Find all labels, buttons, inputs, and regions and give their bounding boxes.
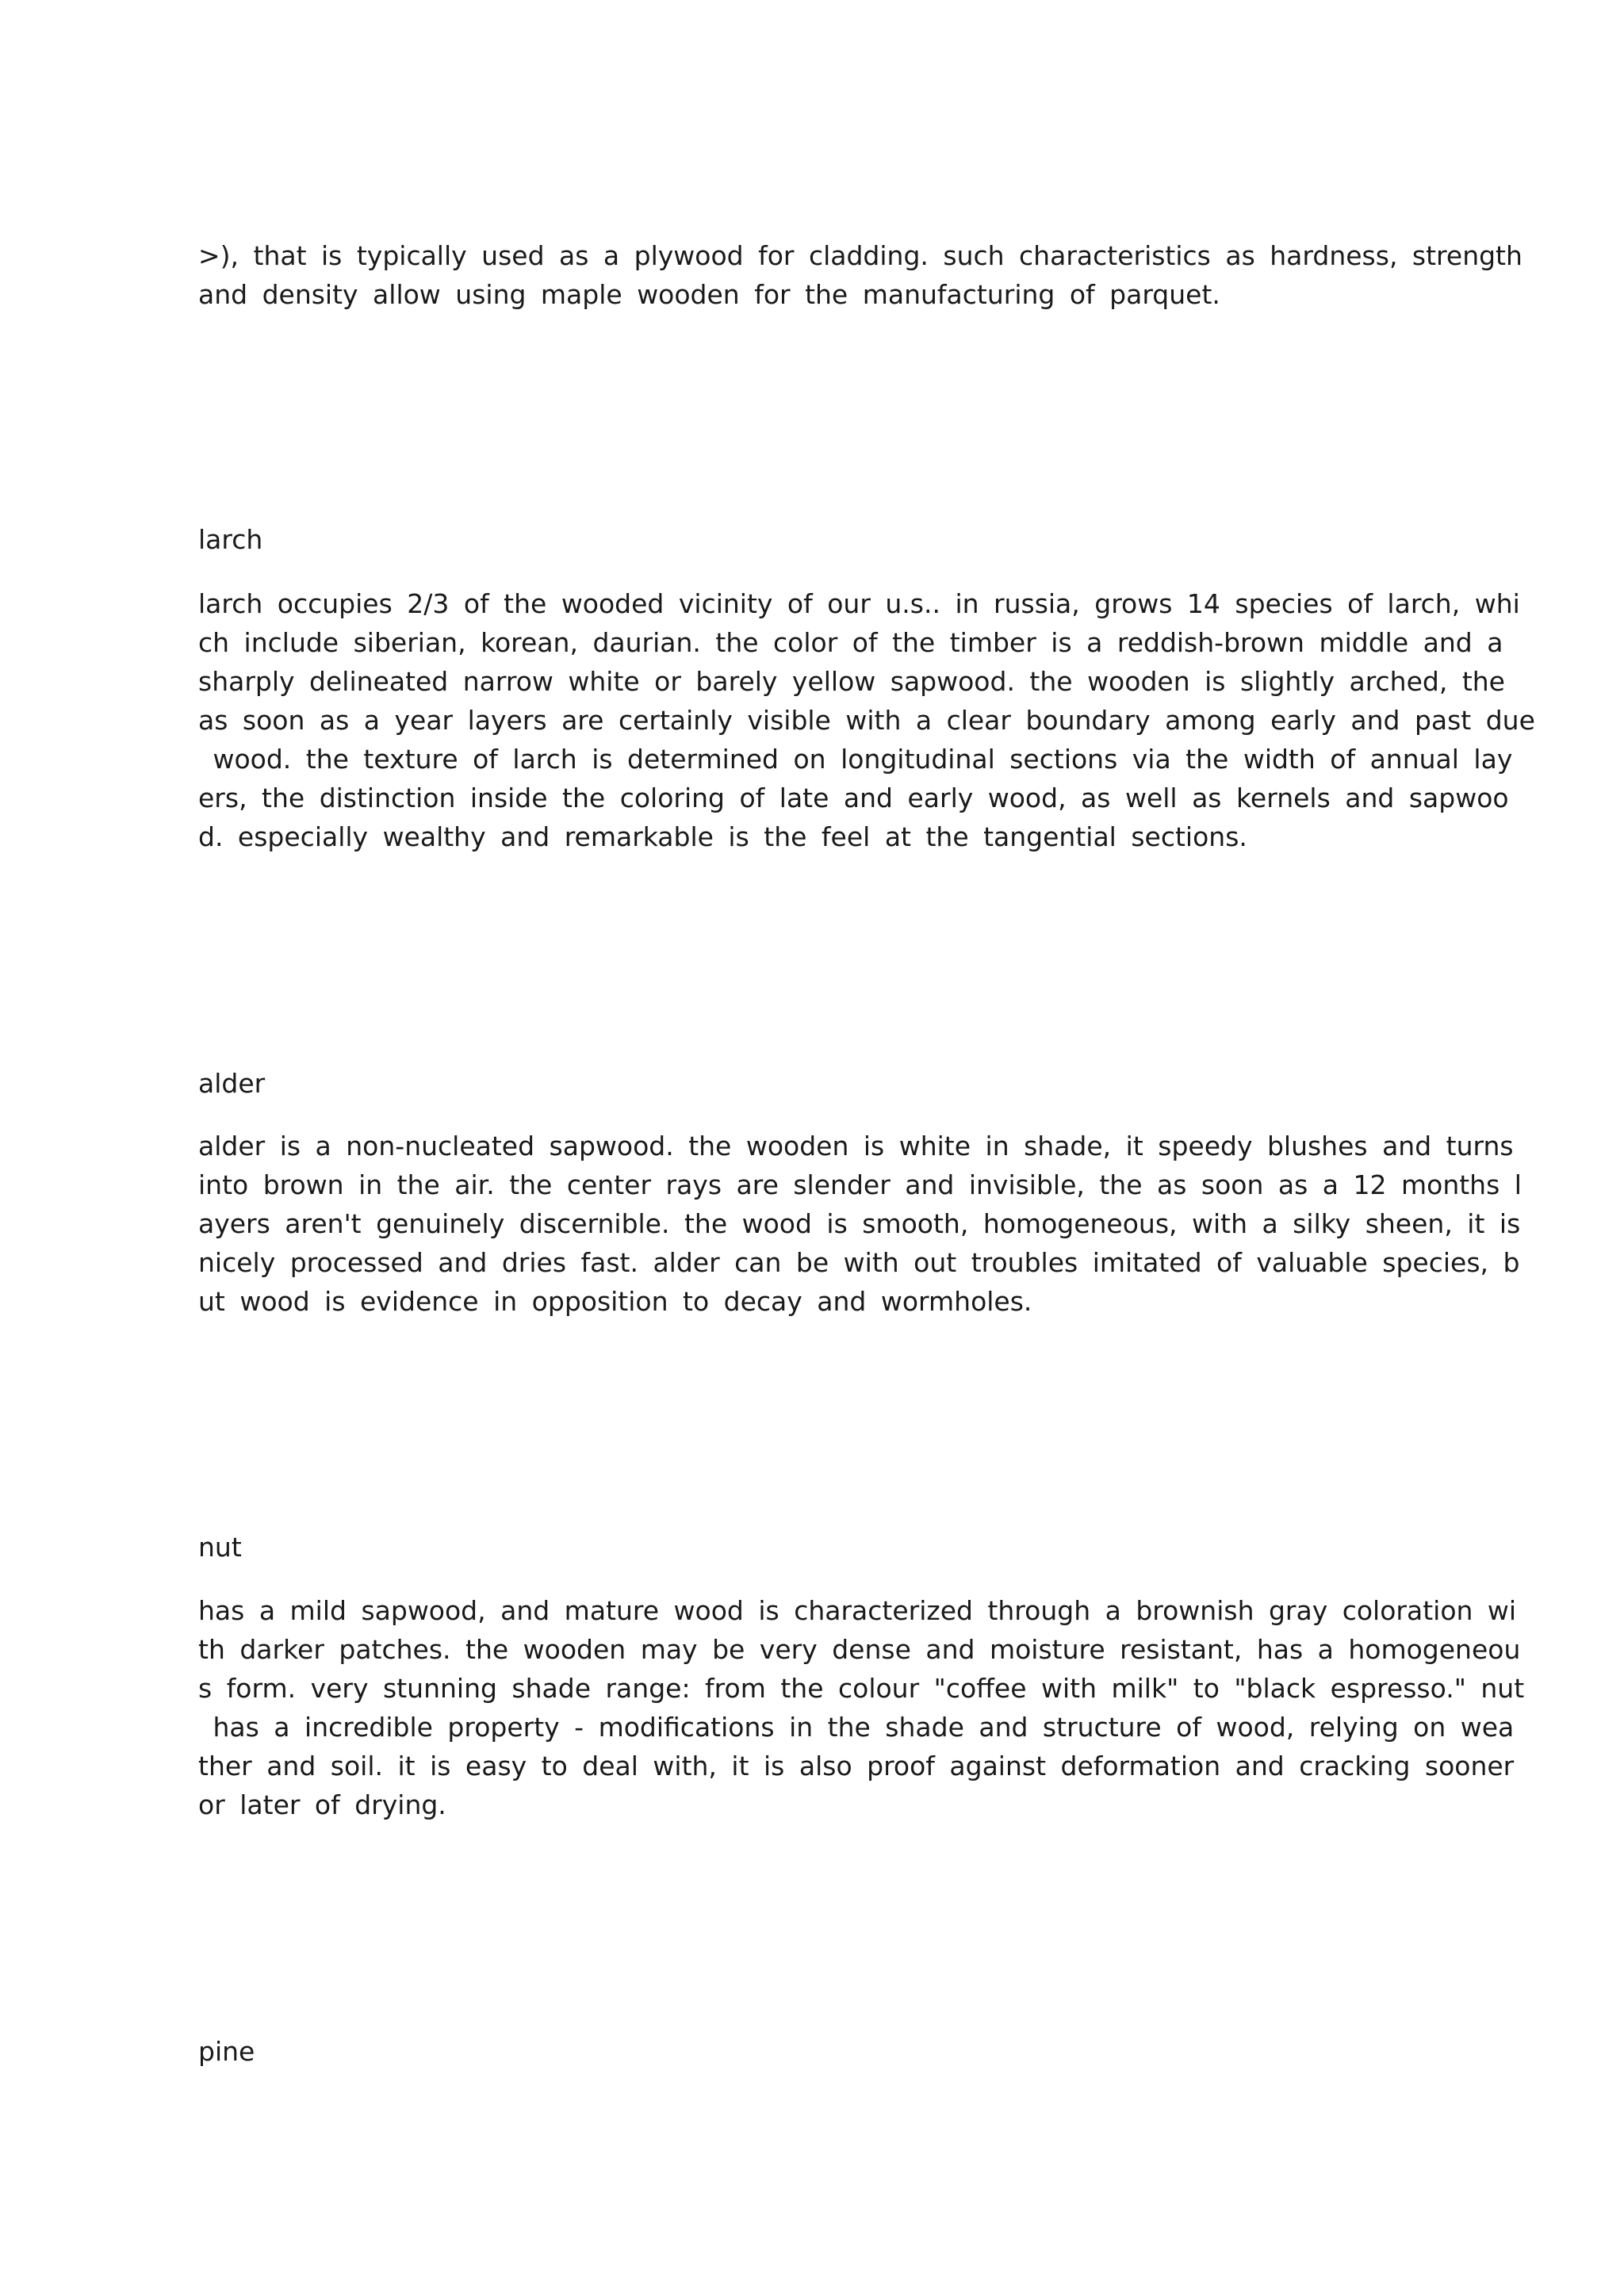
paragraph-line: d. especially wealthy and remarkable is the feel at the tangential sections. bbox=[198, 821, 1247, 852]
section-heading-larch: larch bbox=[198, 524, 263, 555]
paragraph-line: ut wood is evidence in opposition to decay and wormholes. bbox=[198, 1286, 1032, 1317]
paragraph-line: alder is a non-nucleated sapwood. the wooden is white in shade, it speedy blushes and turns bbox=[198, 1131, 1514, 1161]
paragraph-line: th darker patches. the wooden may be very dense and moisture resistant, has a homogeneou bbox=[198, 1634, 1521, 1665]
paragraph-line: larch occupies 2/3 of the wooded vicinity of our u.s.. in russia, grows 14 species of larch, whi bbox=[198, 588, 1520, 619]
paragraph-line: wood. the texture of larch is determined on longitudinal sections via the width of annual lay bbox=[198, 744, 1513, 775]
paragraph-line: has a mild sapwood, and mature wood is characterized through a brownish gray coloration wi bbox=[198, 1595, 1517, 1626]
paragraph-line: s form. very stunning shade range: from the colour "coffee with milk" to "black espresso." nut bbox=[198, 1673, 1525, 1704]
paragraph-line: or later of drying. bbox=[198, 1789, 446, 1820]
paragraph-line: ers, the distinction inside the coloring of late and early wood, as well as kernels and sapwoo bbox=[198, 783, 1509, 813]
paragraph-line: ch include siberian, korean, daurian. the color of the timber is a reddish-brown middle and a bbox=[198, 627, 1503, 658]
section-heading-nut: nut bbox=[198, 1532, 242, 1563]
paragraph-line: ther and soil. it is easy to deal with, it is also proof against deformation and cracking sooner bbox=[198, 1751, 1515, 1781]
paragraph-line: has a incredible property - modifications in the shade and structure of wood, relying on wea bbox=[198, 1712, 1515, 1743]
paragraph-line: into brown in the air. the center rays are slender and invisible, the as soon as a 12 months l bbox=[198, 1169, 1522, 1200]
intro-line: and density allow using maple wooden for the manufacturing of parquet. bbox=[198, 279, 1220, 310]
section-paragraph-nut bbox=[198, 1591, 1525, 1824]
paragraph-line: as soon as a year layers are certainly visible with a clear boundary among early and past due bbox=[198, 705, 1535, 736]
section-paragraph-larch bbox=[198, 584, 1535, 856]
section-heading-pine: pine bbox=[198, 2036, 255, 2067]
paragraph-line: nicely processed and dries fast. alder can be with out troubles imitated of valuable species, b bbox=[198, 1247, 1520, 1278]
paragraph-line: sharply delineated narrow white or barely yellow sapwood. the wooden is slightly arched, the bbox=[198, 666, 1505, 697]
intro-paragraph bbox=[198, 236, 1522, 314]
section-paragraph-alder bbox=[198, 1127, 1522, 1321]
section-heading-alder: alder bbox=[198, 1068, 266, 1099]
intro-line: >), that is typically used as a plywood for cladding. such characteristics as hardness, strength bbox=[198, 240, 1522, 271]
paragraph-line: ayers aren't genuinely discernible. the wood is smooth, homogeneous, with a silky sheen, it is bbox=[198, 1208, 1521, 1239]
